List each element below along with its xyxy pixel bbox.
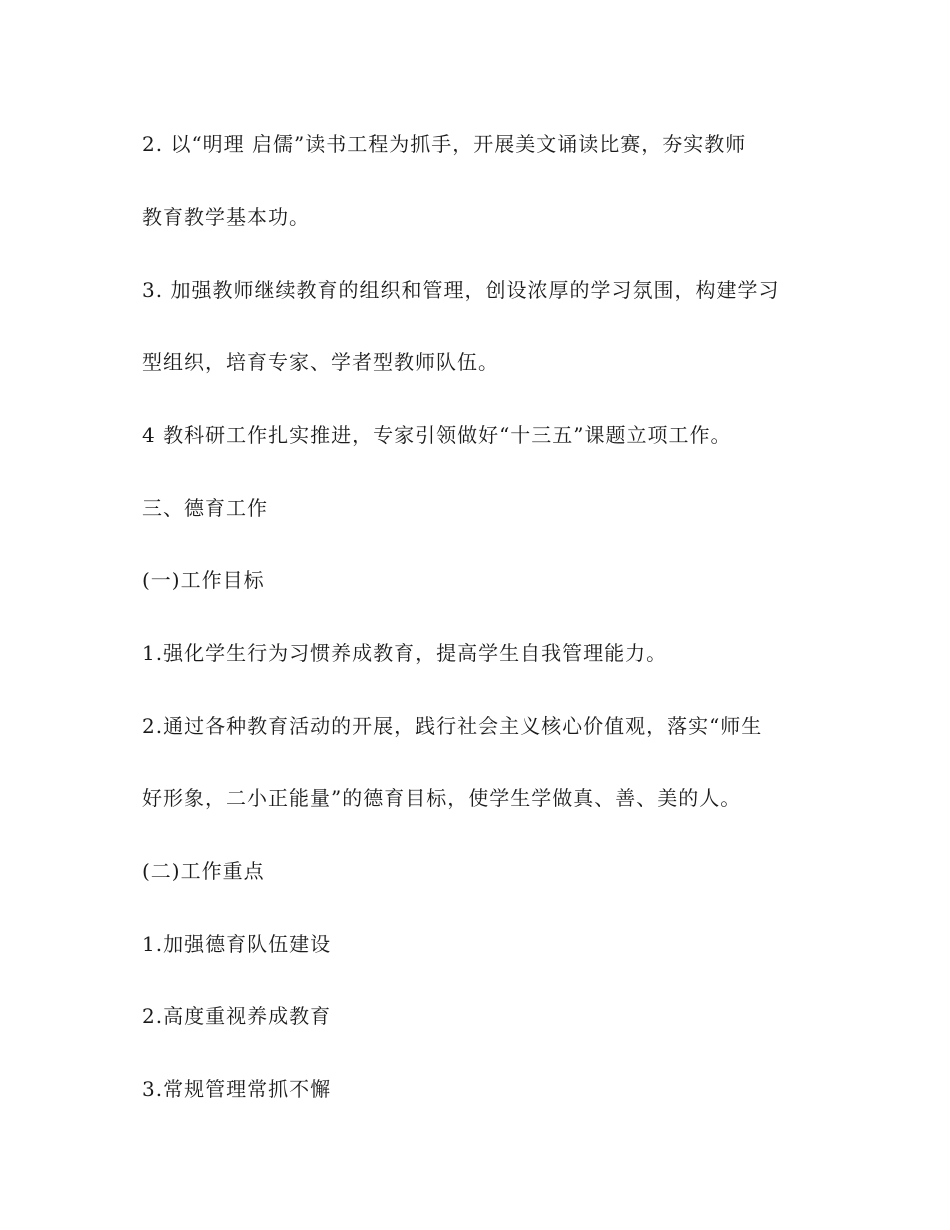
paragraph-line: 好形象，二小正能量”的德育目标，使学生学做真、善、美的人。 bbox=[142, 786, 742, 810]
list-item: 1.强化学生行为习惯养成教育，提高学生自我管理能力。 bbox=[142, 641, 668, 665]
paragraph-line: 2. 以“明理 启儒”读书工程为抓手，开展美文诵读比赛，夯实教师 bbox=[142, 132, 747, 156]
subsection-heading: (二)工作重点 bbox=[142, 859, 265, 883]
list-item: 2.通过各种教育活动的开展，践行社会主义核心价值观，落实“师生 bbox=[142, 714, 763, 738]
paragraph-line: 型组织，培育专家、学者型教师队伍。 bbox=[142, 350, 499, 374]
list-item: 2.高度重视养成教育 bbox=[142, 1004, 332, 1028]
paragraph-line: 教育教学基本功。 bbox=[142, 205, 310, 229]
paragraph-line: 4 教科研工作扎实推进，专家引领做好“十三五”课题立项工作。 bbox=[142, 423, 732, 447]
list-item: 3.常规管理常抓不懈 bbox=[142, 1077, 332, 1101]
section-heading: 三、德育工作 bbox=[142, 496, 268, 520]
list-item: 1.加强德育队伍建设 bbox=[142, 932, 332, 956]
subsection-heading: (一)工作目标 bbox=[142, 568, 265, 592]
paragraph-line: 3. 加强教师继续教育的组织和管理，创设浓厚的学习氛围，构建学习 bbox=[142, 278, 780, 302]
